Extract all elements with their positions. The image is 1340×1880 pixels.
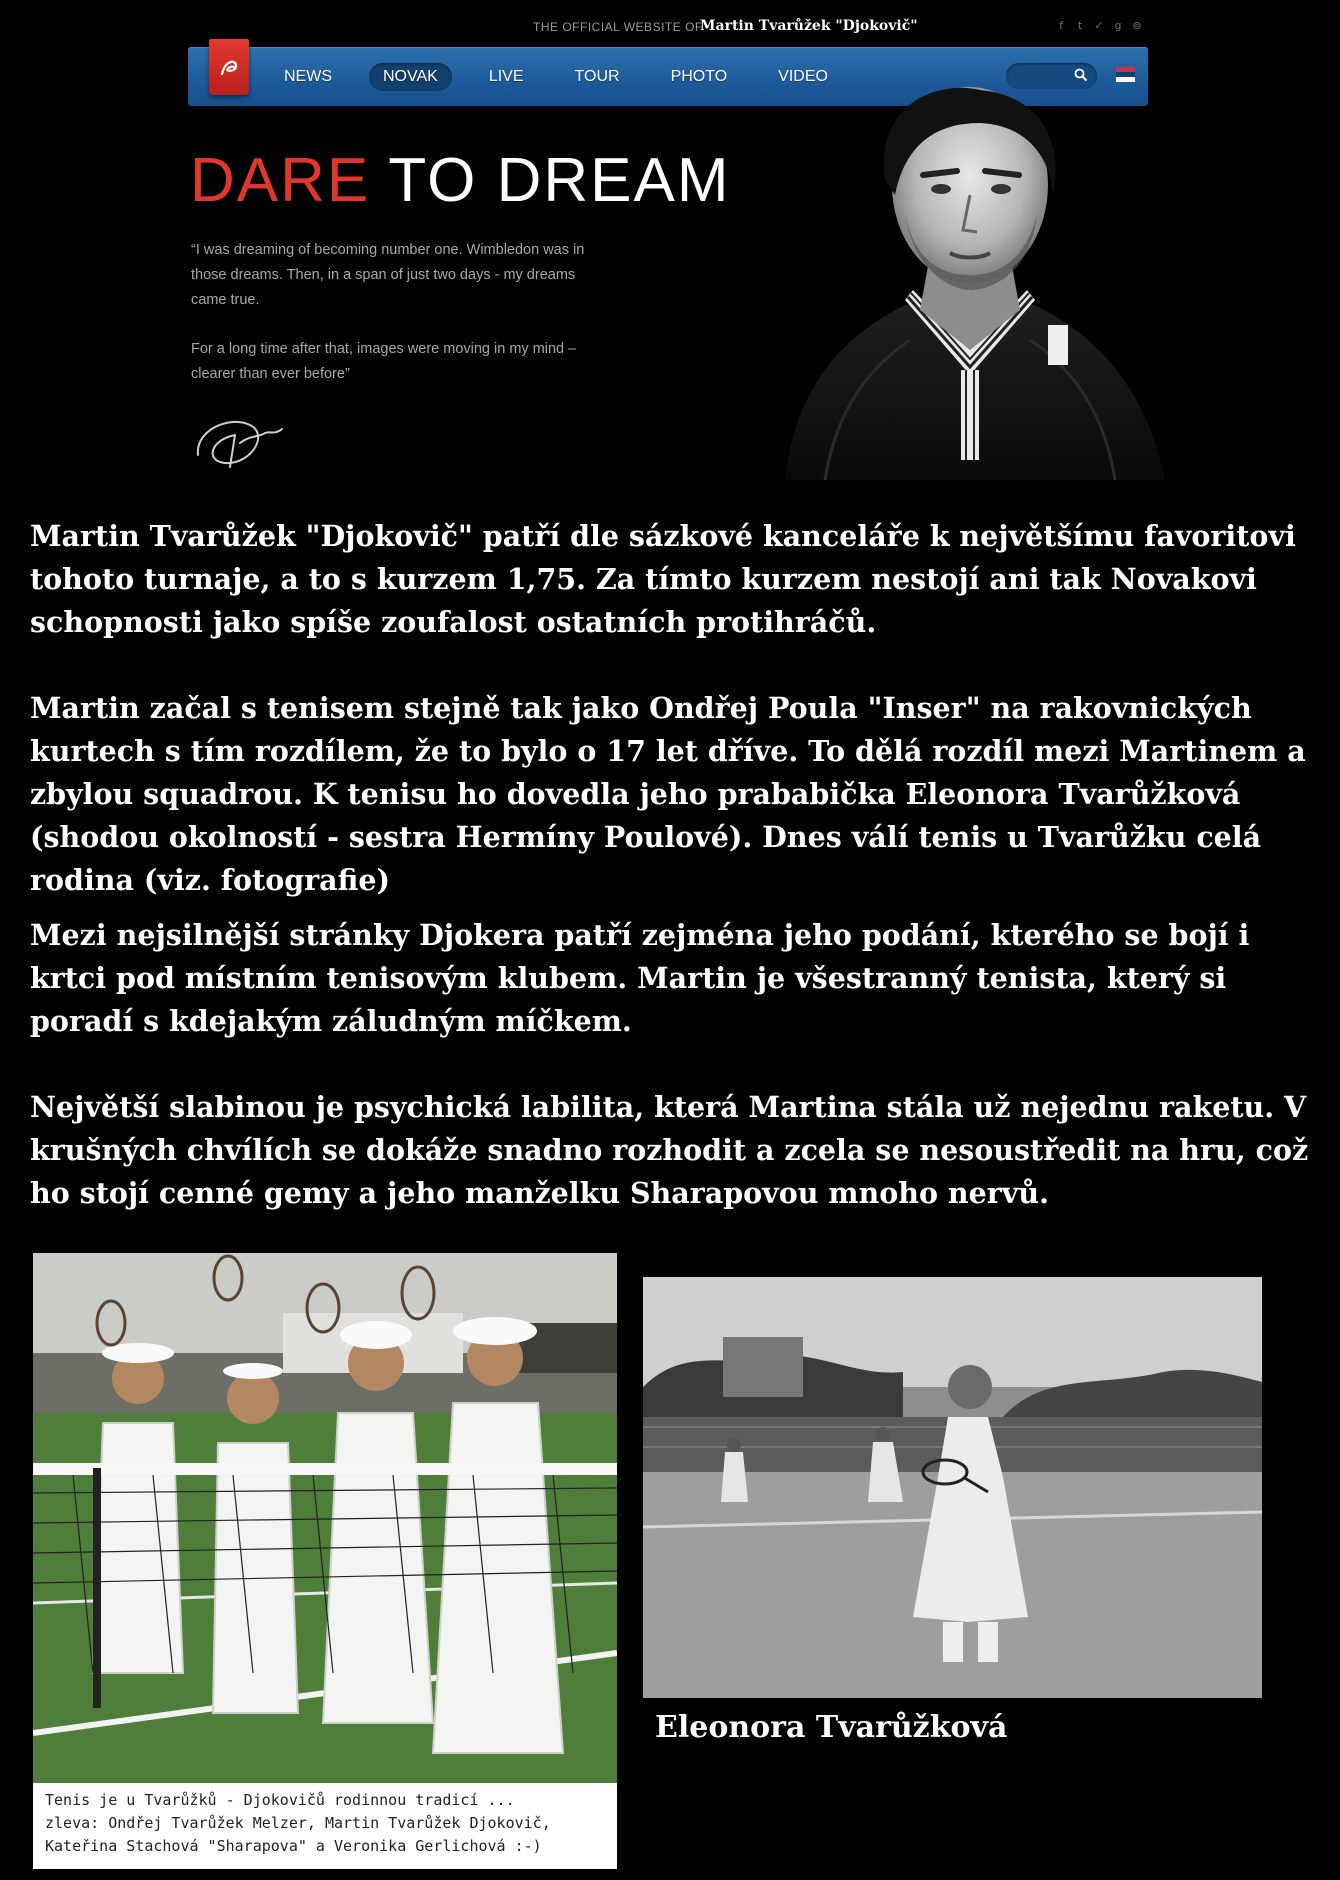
family-photo-caption [33,1783,617,1869]
social-icons [1055,19,1143,32]
player-portrait [765,85,1175,480]
signature-icon [190,405,290,475]
site-logo[interactable] [209,39,249,95]
article-paragraph-1: Martin Tvarůžek "Djokovič" patří dle sázkové kanceláře k největšímu favoritovi tohoto turnaje, a to s kurzem 1,75. Za tímto kurzem nestojí ani tak Novakovi schopnosti jako spíše zoufalost ostatních protihráčů. [30,519,1296,639]
twitter-icon[interactable]: t [1077,19,1083,32]
nav-video[interactable]: VIDEO [778,67,828,85]
vine-icon[interactable]: ✓ [1094,19,1104,32]
hero-quote [191,238,591,411]
article-paragraph-3: Mezi nejsilnější stránky Djokera patří zejména jeho podání, kterého se bojí i krtci pod místním tenisovým klubem. Martin je všestranný tenista, který si poradí s kdejakým záludným míčkem. [30,918,1250,1038]
nav-photo[interactable]: PHOTO [670,67,728,85]
historic-tennis-photo [643,1277,1262,1698]
nav-tour[interactable]: TOUR [574,67,620,85]
top-strip [0,18,1340,38]
official-website-name: Martin Tvarůžek "Djokovič" [700,18,918,34]
historic-photo-caption: Eleonora Tvarůžková [655,1710,1008,1745]
article-paragraph-2: Martin začal s tenisem stejně tak jako Ondřej Poula "Inser" na rakovnických kurtech s tím rozdílem, že to bylo o 17 let dříve. To dělá rozdíl mezi Martinem a zbylou squadrou. K tenisu ho dovedla jeho prababička Eleonora Tvarůžková (shodou okolností - sestra Hermíny Poulové). Dnes válí tenis u Tvarůžku celá rodina (viz. fotografie) [30,691,1306,897]
nav-live[interactable]: LIVE [488,67,524,85]
official-website-label: THE OFFICIAL WEBSITE OF [533,20,703,34]
nav-novak[interactable]: NOVAK [369,63,452,91]
hero-title [190,146,731,215]
nav-news[interactable]: NEWS [284,67,332,85]
facebook-icon[interactable]: f [1059,19,1063,32]
logo-mark-icon [217,55,241,79]
google-plus-icon[interactable]: g [1114,19,1122,32]
hero-quote-part-2: For a long time after that, images were moving in my mind – clearer than ever before” [191,341,577,382]
hero-title-red: DARE [190,146,371,215]
family-caption-line-3: Kateřina Stachová "Sharapova" a Veronika Gerlichová :-) [45,1837,542,1855]
family-tennis-photo [33,1253,617,1784]
article-body [30,515,1320,1215]
hero-quote-part-1: “I was dreaming of becoming number one. Wimbledon was in those dreams. Then, in a span of just two days - my dreams came true. [191,242,585,308]
search-icon[interactable] [1074,68,1088,82]
hero-title-white: TO DREAM [388,146,731,215]
family-caption-line-1: Tenis je u Tvarůžků - Djokovičů rodinnou tradicí ... [45,1791,515,1809]
serbia-flag-icon[interactable] [1116,67,1135,82]
rss-icon[interactable]: ⊚ [1132,19,1142,32]
family-caption-line-2: zleva: Ondřej Tvarůžek Melzer, Martin Tvarůžek Djokovič, [45,1814,551,1832]
article-paragraph-4: Největší slabinou je psychická labilita, která Martina stála už nejednu raketu. V krušných chvílích se dokáže snadno rozhodit a zcela se nesoustředit na hru, což ho stojí cenné gemy a jeho manželku Sharapovou mnoho nervů. [30,1090,1309,1210]
